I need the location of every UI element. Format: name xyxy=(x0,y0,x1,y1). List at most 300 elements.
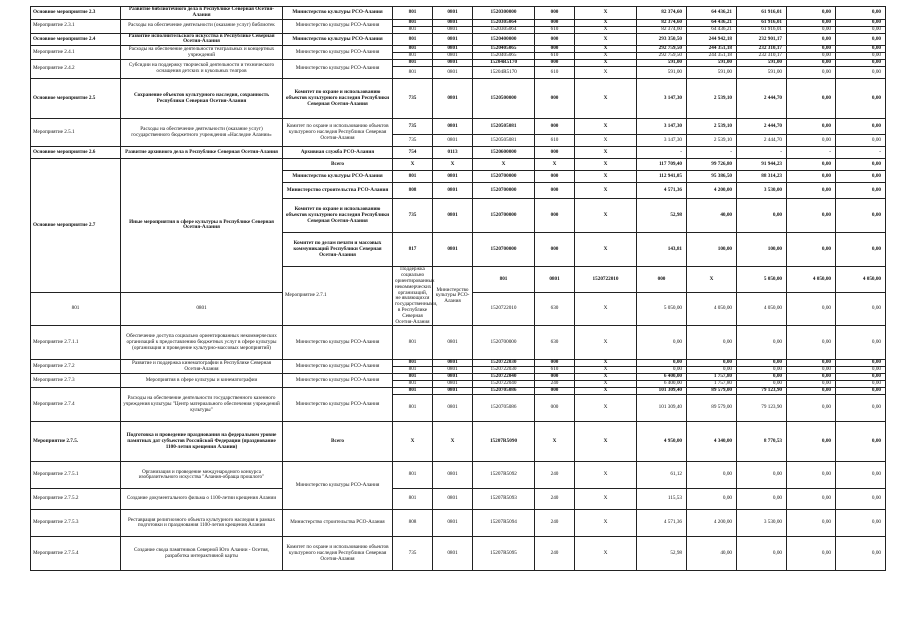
table-cell: 1 757,80 xyxy=(687,374,737,381)
table-cell: Сохранение объектов культурного наследия, сохранность Республики Северная Осетия-Алания xyxy=(121,79,283,119)
table-cell: 000 xyxy=(535,119,575,135)
table-cell: Развитие архивного дела в Республике Северная Осетия-Алания xyxy=(121,147,283,159)
table-cell: 000 xyxy=(535,233,575,267)
table-cell: 591,00 xyxy=(637,67,687,79)
table-cell: 0,00 xyxy=(787,367,836,374)
table-cell: 89 579,00 xyxy=(687,395,737,422)
table-cell: X xyxy=(575,7,637,20)
table-cell: Основное мероприятие 2.3 xyxy=(31,7,121,20)
table-cell: 0,00 xyxy=(687,367,737,374)
table-row xyxy=(31,147,886,159)
table-row xyxy=(31,79,886,119)
table-cell: 232 310,17 xyxy=(737,46,787,53)
table-cell: 735 xyxy=(393,199,433,233)
table-row xyxy=(31,7,886,20)
table-cell: 610 xyxy=(535,135,575,147)
table-cell: 1520505081 xyxy=(473,135,535,147)
table-cell: 292 759,50 xyxy=(637,46,687,53)
table-cell: Мероприятие 2.7.5.4 xyxy=(31,537,121,571)
table-cell: 240 xyxy=(535,537,575,571)
table-cell: 0,00 xyxy=(787,374,836,381)
table-cell: 0,00 xyxy=(836,360,886,367)
table-cell: 0,00 xyxy=(836,7,886,20)
table-cell: 1520300000 xyxy=(473,7,535,20)
table-cell: 0,00 xyxy=(836,537,886,571)
table-cell: 4 050,00 xyxy=(836,267,886,292)
table-cell: Комитет по охране и использованию объектов культурного наследия Республики Северная Осетия-Алания xyxy=(283,199,393,233)
table-cell: Министерство культуры РСО-Алания xyxy=(283,7,393,20)
table-cell: 4 571,36 xyxy=(637,183,687,199)
table-row xyxy=(31,326,886,360)
table-cell: Мероприятие 2.7.4 xyxy=(31,388,121,422)
table-cell: 0,00 xyxy=(787,395,836,422)
table-cell: 0,00 xyxy=(687,360,737,367)
table-cell: X xyxy=(575,388,637,395)
table-cell: 0,00 xyxy=(836,462,886,489)
table-cell: Министерство культуры РСО-Алания xyxy=(283,171,393,183)
table-cell: 0801 xyxy=(433,381,473,388)
table-cell: 61,12 xyxy=(637,462,687,489)
table-cell: 240 xyxy=(535,510,575,537)
table-cell: 0801 xyxy=(121,292,283,326)
table-cell: 2 444,70 xyxy=(737,135,787,147)
table-cell: 15204R5170 xyxy=(473,67,535,79)
table-cell: 0,00 xyxy=(787,119,836,135)
table-cell: 0,00 xyxy=(787,33,836,46)
table-cell: X xyxy=(575,489,637,510)
table-cell: 610 xyxy=(535,67,575,79)
table-cell: 115,53 xyxy=(637,489,687,510)
table-cell: X xyxy=(575,67,637,79)
table-cell: 4 950,00 xyxy=(637,422,687,462)
table-cell: X xyxy=(575,510,637,537)
table-cell: 0801 xyxy=(433,462,473,489)
table-cell: 0,00 xyxy=(787,388,836,395)
table-cell: 2 539,10 xyxy=(687,119,737,135)
table-row xyxy=(31,33,886,46)
table-cell: 1520600000 xyxy=(473,147,535,159)
table-cell: 244 351,18 xyxy=(687,46,737,53)
table-cell: 0,00 xyxy=(737,537,787,571)
table-cell: 0801 xyxy=(433,171,473,183)
table-cell: Развитие библиотечного дела в Республике Северная Осетия-Алания xyxy=(121,7,283,20)
table-cell: Всего xyxy=(283,422,393,462)
table-cell: X xyxy=(575,119,637,135)
table-cell: 6 400,00 xyxy=(637,374,687,381)
table-cell: Министерство культуры РСО-Алания xyxy=(283,46,393,60)
table-cell: 0801 xyxy=(433,326,473,360)
table-cell: 735 xyxy=(393,79,433,119)
table-cell: 5 050,00 xyxy=(737,267,787,292)
table-cell: 0,00 xyxy=(836,292,886,326)
table-cell: 0,00 xyxy=(737,374,787,381)
table-row xyxy=(31,388,886,395)
table-cell: Мероприятие 2.7.5.1 xyxy=(31,462,121,489)
table-cell: 1520705086 xyxy=(473,388,535,395)
table-cell: Мероприятие 2.5.1 xyxy=(31,119,121,147)
table-cell: Развитие и поддержка кинематографии в Республике Северная Осетия-Алания xyxy=(121,360,283,374)
table-row xyxy=(31,422,886,462)
table-cell: 0,00 xyxy=(836,183,886,199)
table-cell: Мероприятие 2.4.1 xyxy=(31,46,121,60)
table-cell: 15207R5094 xyxy=(473,510,535,537)
table-cell: 0,00 xyxy=(836,171,886,183)
table-cell: 0,00 xyxy=(836,374,886,381)
table-cell: Организация и проведение международного конкурса изобразительного искусства "Алания-обраща прошлого" xyxy=(121,462,283,489)
table-cell: 4 571,36 xyxy=(637,510,687,537)
table-cell: Расходы на обеспечение деятельности театральных и концертных учреждений xyxy=(121,46,283,60)
table-cell: X xyxy=(575,147,637,159)
table-cell: 0801 xyxy=(433,7,473,20)
table-cell: 0,00 xyxy=(787,171,836,183)
table-cell: Расходы на обеспечение деятельности государственного казенного учреждения культуры "Центр материального обеспечения учреждений культуры" xyxy=(121,388,283,422)
table-cell: 000 xyxy=(535,46,575,53)
table-cell: 1 757,80 xyxy=(687,381,737,388)
table-cell: 0,00 xyxy=(836,67,886,79)
table-cell: 0,00 xyxy=(787,462,836,489)
table-cell: 52,98 xyxy=(637,199,687,233)
table-cell: 0,00 xyxy=(787,381,836,388)
table-cell: 801 xyxy=(393,374,433,381)
table-cell: Министерство культуры РСО-Алания xyxy=(283,388,393,422)
table-cell: 91 944,23 xyxy=(737,159,787,171)
table-row xyxy=(31,60,886,67)
table-cell: 52,98 xyxy=(637,537,687,571)
table-cell: 000 xyxy=(535,183,575,199)
table-cell: 0801 xyxy=(433,510,473,537)
table-cell: Всего xyxy=(283,159,393,171)
table-cell: 0,00 xyxy=(836,46,886,53)
table-row xyxy=(31,374,886,381)
table-cell: 293 350,50 xyxy=(637,33,687,46)
table-cell: 801 xyxy=(393,388,433,395)
table-cell: 801 xyxy=(393,462,433,489)
table-cell: X xyxy=(575,199,637,233)
table-cell: 0,00 xyxy=(787,489,836,510)
table-cell: 000 xyxy=(535,388,575,395)
table-cell: 0,00 xyxy=(787,199,836,233)
table-cell: 240 xyxy=(535,381,575,388)
table-cell: 0,00 xyxy=(787,53,836,60)
table-cell: Мероприятие 2.7.1 xyxy=(283,267,393,326)
table-cell: 0,00 xyxy=(687,462,737,489)
table-row xyxy=(31,46,886,53)
table-cell: X xyxy=(575,233,637,267)
table-cell: 244 942,18 xyxy=(687,33,737,46)
table-cell: 0,00 xyxy=(787,326,836,360)
table-cell: 610 xyxy=(535,53,575,60)
table-cell: 0,00 xyxy=(836,26,886,33)
table-cell: 0,00 xyxy=(836,60,886,67)
table-cell: 3 530,00 xyxy=(737,510,787,537)
table-cell: 0,00 xyxy=(836,135,886,147)
table-cell: 801 xyxy=(393,19,433,26)
table-cell: 0,00 xyxy=(737,326,787,360)
table-cell: 1520722010 xyxy=(473,292,535,326)
table-cell: 0801 xyxy=(433,489,473,510)
table-cell: 4 200,00 xyxy=(687,183,737,199)
table-cell: Министерство культуры РСО-Алания xyxy=(433,267,473,326)
table-cell: - xyxy=(637,147,687,159)
table-row xyxy=(31,462,886,489)
table-cell: X xyxy=(575,53,637,60)
table-cell: 88 314,23 xyxy=(737,171,787,183)
table-row xyxy=(31,19,886,26)
table-cell: 117 709,40 xyxy=(637,159,687,171)
table-cell: 99 726,80 xyxy=(687,159,737,171)
table-cell: 630 xyxy=(535,326,575,360)
table-cell: 0,00 xyxy=(836,388,886,395)
table-cell: 000 xyxy=(535,199,575,233)
table-cell: 1520305064 xyxy=(473,26,535,33)
table-cell: Комитет по охране и использованию объектов культурного наследия Республики Северная Осетия-Алания xyxy=(283,537,393,571)
table-cell: 0,00 xyxy=(737,381,787,388)
table-cell: 801 xyxy=(393,7,433,20)
table-cell: 64 436,21 xyxy=(687,26,737,33)
table-cell: 0,00 xyxy=(787,79,836,119)
table-cell: 0801 xyxy=(433,60,473,67)
table-cell: 40,00 xyxy=(687,537,737,571)
table-cell: 100,00 xyxy=(737,233,787,267)
table-cell: 0,00 xyxy=(687,326,737,360)
table-cell: - xyxy=(836,147,886,159)
table-row xyxy=(31,119,886,135)
table-cell: Основное мероприятие 2.5 xyxy=(31,79,121,119)
table-cell: Мероприятие 2.7.1.1 xyxy=(31,326,121,360)
table-cell: 0,00 xyxy=(787,19,836,26)
table-cell: Мероприятие 2.7.5.2 xyxy=(31,489,121,510)
table-cell: 0,00 xyxy=(787,7,836,20)
table-cell: 101 309,40 xyxy=(637,388,687,395)
table-cell: Развитие исполнительского искусства в Республике Северная Осетия-Алания xyxy=(121,33,283,46)
table-cell: 591,00 xyxy=(737,67,787,79)
table-cell: Комитет по охране и использованию объектов культурного наследия Республики Северная Осетия-Алания xyxy=(283,119,393,147)
table-cell: 1520722030 xyxy=(473,360,535,367)
table-cell: Создание документального фильма о 1100-летии крещения Алании xyxy=(121,489,283,510)
table-cell: 0801 xyxy=(535,267,575,292)
table-cell: Министерство культуры РСО-Алания xyxy=(283,60,393,79)
table-cell: X xyxy=(575,462,637,489)
table-cell: Мероприятие 2.3.1 xyxy=(31,19,121,33)
table-cell: 735 xyxy=(393,537,433,571)
table-cell: Министерство культуры РСО-Алания xyxy=(283,19,393,33)
table-cell: Министерство строительства РСО-Алания xyxy=(283,183,393,199)
table-cell: 000 xyxy=(637,267,687,292)
table-cell: 0,00 xyxy=(836,367,886,374)
table-cell: Основное мероприятие 2.4 xyxy=(31,33,121,46)
table-cell: 2 539,10 xyxy=(687,135,737,147)
table-cell: X xyxy=(575,60,637,67)
table-cell: 61 916,01 xyxy=(737,26,787,33)
table-cell: Мероприятие 2.7.2 xyxy=(31,360,121,374)
table-cell: X xyxy=(393,422,433,462)
table-cell: 0,00 xyxy=(787,360,836,367)
table-cell: X xyxy=(535,159,575,171)
table-cell: 0113 xyxy=(433,147,473,159)
table-cell: 801 xyxy=(393,33,433,46)
document-page xyxy=(30,6,885,571)
table-cell: 801 xyxy=(393,171,433,183)
table-cell: 4 200,00 xyxy=(687,510,737,537)
table-cell: X xyxy=(575,381,637,388)
table-cell: 0,00 xyxy=(737,489,787,510)
table-cell: Министерство культуры РСО-Алания xyxy=(283,360,393,374)
table-cell: 1520400000 xyxy=(473,33,535,46)
table-cell: Мероприятие 2.4.2 xyxy=(31,60,121,79)
table-cell: 6 400,00 xyxy=(637,381,687,388)
table-cell: 1520722010 xyxy=(575,267,637,292)
table-cell: 0801 xyxy=(433,395,473,422)
table-cell: Иные мероприятия в сфере культуры в Республике Северная Осетия-Алания xyxy=(121,159,283,292)
table-cell: 754 xyxy=(393,147,433,159)
table-cell: 0801 xyxy=(433,388,473,395)
table-cell: X xyxy=(575,292,637,326)
table-cell: Реставрация религиозного объекта культурного наследия в рамках подготовки и празднования 1100-летия крещения Алании xyxy=(121,510,283,537)
table-cell: 3 147,30 xyxy=(637,79,687,119)
table-cell: 0,00 xyxy=(787,26,836,33)
table-cell: 1520722030 xyxy=(473,367,535,374)
table-cell: 0,00 xyxy=(787,292,836,326)
table-cell: Мероприятие 2.7.5.3 xyxy=(31,510,121,537)
table-cell: 591,00 xyxy=(637,60,687,67)
table-cell: 0,00 xyxy=(737,367,787,374)
table-cell: 1520705086 xyxy=(473,395,535,422)
table-cell: 0,00 xyxy=(836,381,886,388)
table-cell: 801 xyxy=(393,46,433,53)
table-cell: 1520700000 xyxy=(473,199,535,233)
table-cell: 610 xyxy=(535,367,575,374)
table-cell: 0,00 xyxy=(637,367,687,374)
table-cell: 0801 xyxy=(433,360,473,367)
table-cell: Основное мероприятие 2.6 xyxy=(31,147,121,159)
table-cell: X xyxy=(433,159,473,171)
table-cell: 240 xyxy=(535,462,575,489)
table-cell: X xyxy=(575,135,637,147)
table-cell: 232 901,17 xyxy=(737,33,787,46)
table-cell: 15207R5090 xyxy=(473,422,535,462)
table-cell: 801 xyxy=(393,381,433,388)
table-cell: 0801 xyxy=(433,119,473,135)
table-cell: 808 xyxy=(393,510,433,537)
table-cell: X xyxy=(433,422,473,462)
table-cell: Министерство культуры РСО-Алания xyxy=(283,326,393,360)
table-cell: 0,00 xyxy=(836,79,886,119)
table-cell: X xyxy=(575,79,637,119)
table-cell: 0,00 xyxy=(637,360,687,367)
table-cell: 735 xyxy=(393,119,433,135)
table-cell: 0801 xyxy=(433,53,473,60)
table-cell: 0,00 xyxy=(836,326,886,360)
table-cell: 0801 xyxy=(433,374,473,381)
table-cell: 0,00 xyxy=(836,199,886,233)
table-row xyxy=(31,489,886,510)
table-cell: Мероприятия в сфере культуры и кинематографии xyxy=(121,374,283,388)
table-cell: 801 xyxy=(393,53,433,60)
table-cell: 89 579,00 xyxy=(687,388,737,395)
table-cell: 0,00 xyxy=(836,53,886,60)
table-cell: Комитет по делам печати и массовых коммуникаций Республики Северная Осетия-Алания xyxy=(283,233,393,267)
table-cell: 4 050,00 xyxy=(737,292,787,326)
table-cell: 0801 xyxy=(433,537,473,571)
table-cell: 82 374,60 xyxy=(637,7,687,20)
table-cell: 0,00 xyxy=(787,135,836,147)
table-cell: 000 xyxy=(535,7,575,20)
table-cell: 591,00 xyxy=(687,67,737,79)
table-row xyxy=(31,537,886,571)
table-cell: 82 374,60 xyxy=(637,26,687,33)
table-cell: X xyxy=(687,267,737,292)
table-cell: 0,00 xyxy=(787,60,836,67)
table-cell: 801 xyxy=(393,26,433,33)
table-cell: 801 xyxy=(393,67,433,79)
table-cell: 0801 xyxy=(433,26,473,33)
table-cell: 15207R5095 xyxy=(473,537,535,571)
table-cell: 1520505081 xyxy=(473,119,535,135)
table-cell: 1520305064 xyxy=(473,19,535,26)
table-cell: 4 050,00 xyxy=(787,267,836,292)
table-cell: X xyxy=(575,422,637,462)
table-cell: 0,00 xyxy=(836,422,886,462)
table-cell: Подготовка и проведение празднования на федеральном уровне памятных дат субъектов Российской Федерации (празднование 1100-летия крещения Алании) xyxy=(121,422,283,462)
table-cell: 2 539,10 xyxy=(687,79,737,119)
table-cell: 000 xyxy=(535,79,575,119)
table-cell: 1520500000 xyxy=(473,79,535,119)
table-cell: X xyxy=(575,183,637,199)
table-cell: Расходы на обеспечение деятельности (оказание услуг) библиотек xyxy=(121,19,283,33)
table-row xyxy=(31,360,886,367)
table-cell: 801 xyxy=(31,292,121,326)
table-cell: 0801 xyxy=(433,33,473,46)
table-cell: 79 123,90 xyxy=(737,388,787,395)
table-cell: 0,00 xyxy=(737,462,787,489)
table-cell: 000 xyxy=(535,147,575,159)
table-cell: X xyxy=(575,360,637,367)
table-cell: 0801 xyxy=(433,199,473,233)
table-cell: 0,00 xyxy=(687,489,737,510)
table-cell: 0,00 xyxy=(787,67,836,79)
table-cell: Мероприятие 2.7.5. xyxy=(31,422,121,462)
table-cell: 2 444,70 xyxy=(737,79,787,119)
table-cell: 101 309,40 xyxy=(637,395,687,422)
table-cell: 4 340,00 xyxy=(687,422,737,462)
table-cell: 1520722040 xyxy=(473,381,535,388)
table-cell: 1520405065 xyxy=(473,53,535,60)
table-cell: 0,00 xyxy=(737,360,787,367)
table-cell: 3 530,00 xyxy=(737,183,787,199)
table-cell: Поддержка социально ориентированных некоммерческих организаций, не являющихся государственными, в Республике Северная Осетия-Алания xyxy=(393,267,433,326)
table-cell: X xyxy=(575,374,637,381)
table-cell: 143,81 xyxy=(637,233,687,267)
table-cell: 64 436,21 xyxy=(687,19,737,26)
table-cell: X xyxy=(575,159,637,171)
table-cell: 000 xyxy=(535,171,575,183)
table-cell: 4 050,00 xyxy=(687,292,737,326)
table-cell: 3 147,30 xyxy=(637,119,687,135)
table-cell: 0,00 xyxy=(836,19,886,26)
table-cell: 0,00 xyxy=(787,46,836,53)
table-cell: X xyxy=(473,159,535,171)
table-cell: 0,00 xyxy=(787,537,836,571)
table-cell: Министерство строительства РСО-Алания xyxy=(283,510,393,537)
table-cell: 0,00 xyxy=(836,119,886,135)
table-cell: 112 941,05 xyxy=(637,171,687,183)
table-cell: 79 123,90 xyxy=(737,395,787,422)
table-cell: 8 770,53 xyxy=(737,422,787,462)
table-cell: 0801 xyxy=(433,367,473,374)
table-cell: 0801 xyxy=(433,233,473,267)
table-cell: 1520405065 xyxy=(473,46,535,53)
table-cell: 240 xyxy=(535,489,575,510)
